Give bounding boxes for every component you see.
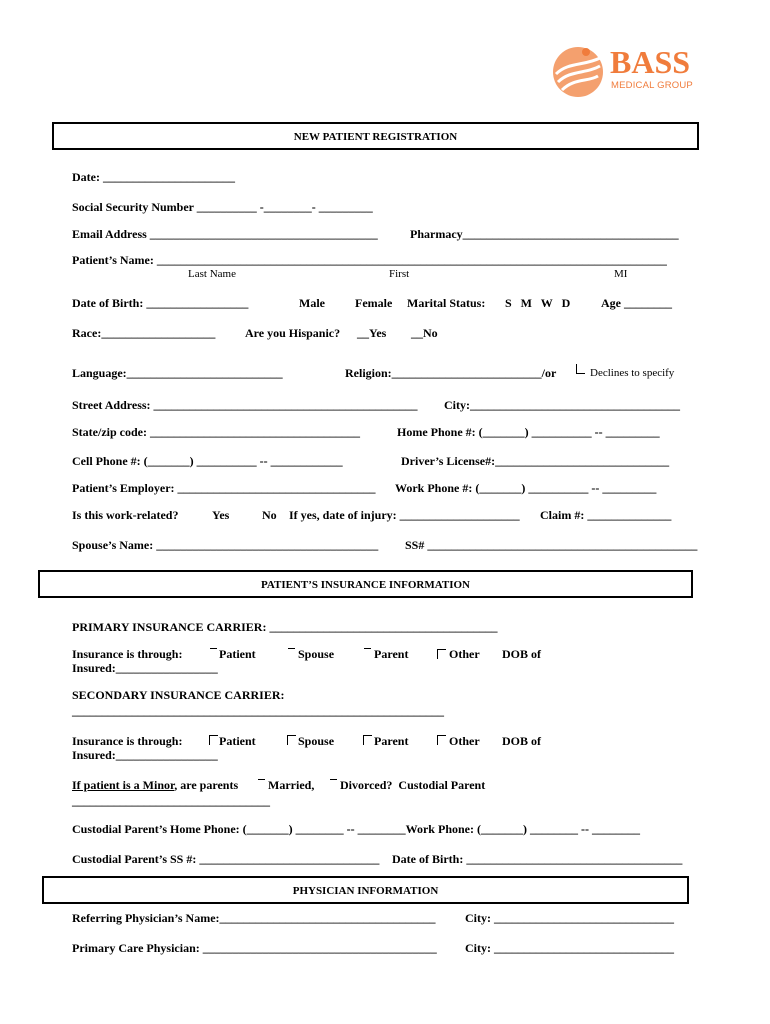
minor-question (72, 778, 238, 792)
logo-subtitle: MEDICAL GROUP (611, 80, 693, 91)
custodial-ss-field[interactable]: Custodial Parent’s SS #: ______________________________ (72, 852, 380, 866)
checkbox-icon[interactable] (330, 779, 337, 780)
through-label-1: Insurance is through: (72, 647, 183, 661)
secondary-insurance-field[interactable]: ______________________________________________________________ (72, 704, 444, 718)
minor-question-rest: , are parents (174, 778, 239, 792)
checkbox-icon[interactable] (363, 735, 372, 745)
marital-status-label: Marital Status: (407, 296, 486, 310)
injury-date-field[interactable]: If yes, date of injury: ____________________ (289, 508, 520, 522)
secondary-other-option[interactable]: Other (449, 734, 480, 748)
hispanic-yes[interactable]: __Yes (357, 326, 387, 340)
checkbox-icon[interactable] (364, 648, 371, 649)
insurance-title: PATIENT’S INSURANCE INFORMATION (260, 579, 471, 591)
checkbox-icon[interactable] (287, 735, 296, 745)
date-field[interactable]: Date: ______________________ (72, 170, 235, 184)
primary-parent-option[interactable]: Parent (374, 647, 409, 661)
mi-label: MI (614, 268, 628, 280)
declines-label: Declines to specify (590, 367, 675, 379)
custodial-phones-field[interactable]: Custodial Parent’s Home Phone: (_______) ________ -- ________Work Phone: (_______) ________ -- ________ (72, 822, 640, 836)
last-name-label: Last Name (188, 268, 236, 280)
hispanic-no[interactable]: __No (411, 326, 438, 340)
employer-field[interactable]: Patient’s Employer: _________________________________ (72, 481, 376, 495)
declines-checkbox-icon[interactable] (576, 364, 585, 374)
married-option[interactable]: Married, (268, 778, 315, 792)
secondary-insurance-label: SECONDARY INSURANCE CARRIER: (72, 688, 285, 702)
primary-care-field[interactable]: Primary Care Physician: _______________________________________ (72, 941, 437, 955)
pharmacy-field[interactable]: Pharmacy____________________________________ (410, 227, 679, 241)
work-phone-field[interactable]: Work Phone #: (_______) __________ -- _________ (395, 481, 657, 495)
referring-city-field[interactable]: City: ______________________________ (465, 911, 674, 925)
checkbox-icon[interactable] (209, 735, 218, 745)
email-field[interactable]: Email Address ______________________________________ (72, 227, 378, 241)
physician-header (42, 876, 689, 904)
marital-options[interactable]: S M W D (505, 296, 571, 310)
primary-patient-option[interactable]: Patient (219, 647, 256, 661)
patient-name-field[interactable]: Patient’s Name: _____________________________________________________________________________________ (72, 253, 667, 267)
secondary-spouse-option[interactable]: Spouse (298, 734, 335, 748)
physician-title: PHYSICIAN INFORMATION (292, 885, 439, 897)
primary-spouse-option[interactable]: Spouse (298, 647, 335, 661)
spouse-name-field[interactable]: Spouse’s Name: _____________________________________ (72, 538, 379, 552)
primary-other-option[interactable]: Other (449, 647, 480, 661)
spouse-ss-field[interactable]: SS# _____________________________________________ (405, 538, 698, 552)
age-field[interactable]: Age ________ (601, 296, 672, 310)
checkbox-icon[interactable] (437, 735, 446, 745)
dob-field[interactable]: Date of Birth: _________________ (72, 296, 249, 310)
city-field[interactable]: City:___________________________________ (444, 398, 680, 412)
primary-insurance-field[interactable]: PRIMARY INSURANCE CARRIER: ______________________________________ (72, 620, 498, 634)
primary-care-city-field[interactable]: City: ______________________________ (465, 941, 674, 955)
referring-physician-field[interactable]: Referring Physician’s Name:____________________________________ (72, 911, 436, 925)
work-related-yes[interactable]: Yes (212, 508, 230, 522)
ssn-field[interactable]: Social Security Number __________ -________- _________ (72, 200, 373, 214)
language-field[interactable]: Language:__________________________ (72, 366, 283, 380)
through-label-2: Insurance is through: (72, 734, 183, 748)
claim-field[interactable]: Claim #: ______________ (540, 508, 672, 522)
minor-emphasis: If patient is a Minor (72, 778, 175, 792)
checkbox-icon[interactable] (210, 648, 217, 649)
home-phone-field[interactable]: Home Phone #: (_______) __________ -- _________ (397, 425, 660, 439)
checkbox-icon[interactable] (437, 649, 446, 659)
bass-logo (550, 44, 710, 102)
checkbox-icon[interactable] (288, 648, 295, 649)
religion-field[interactable]: Religion:_________________________/or (345, 366, 557, 380)
logo-name: BASS (610, 44, 691, 80)
secondary-dob-of-label: DOB of (502, 734, 541, 748)
female-option[interactable]: Female (355, 296, 393, 310)
hispanic-label: Are you Hispanic? (245, 326, 341, 340)
custodial-dob-field[interactable]: Date of Birth: ____________________________________ (392, 852, 683, 866)
insurance-header (38, 570, 693, 598)
secondary-parent-option[interactable]: Parent (374, 734, 409, 748)
checkbox-icon[interactable] (258, 779, 265, 780)
work-related-label: Is this work-related? (72, 508, 179, 522)
registration-header (52, 122, 699, 150)
drivers-license-field[interactable]: Driver’s License#:_____________________________ (401, 454, 670, 468)
primary-dob-of-label: DOB of (502, 647, 541, 661)
registration-title: NEW PATIENT REGISTRATION (293, 131, 458, 143)
cell-phone-field[interactable]: Cell Phone #: (_______) __________ -- ____________ (72, 454, 343, 468)
state-zip-field[interactable]: State/zip code: ___________________________________ (72, 425, 360, 439)
first-name-label: First (389, 268, 410, 280)
secondary-insured-field[interactable]: Insured:_________________ (72, 748, 218, 762)
secondary-patient-option[interactable]: Patient (219, 734, 256, 748)
work-related-no[interactable]: No (262, 508, 277, 522)
male-option[interactable]: Male (299, 296, 325, 310)
race-field[interactable]: Race:___________________ (72, 326, 216, 340)
street-address-field[interactable]: Street Address: ____________________________________________ (72, 398, 418, 412)
primary-insured-field[interactable]: Insured:_________________ (72, 661, 218, 675)
custodial-parent-field[interactable]: _________________________________ (72, 794, 270, 808)
swirl-logo-icon (550, 44, 606, 100)
divorced-option[interactable]: Divorced? Custodial Parent (340, 778, 486, 792)
